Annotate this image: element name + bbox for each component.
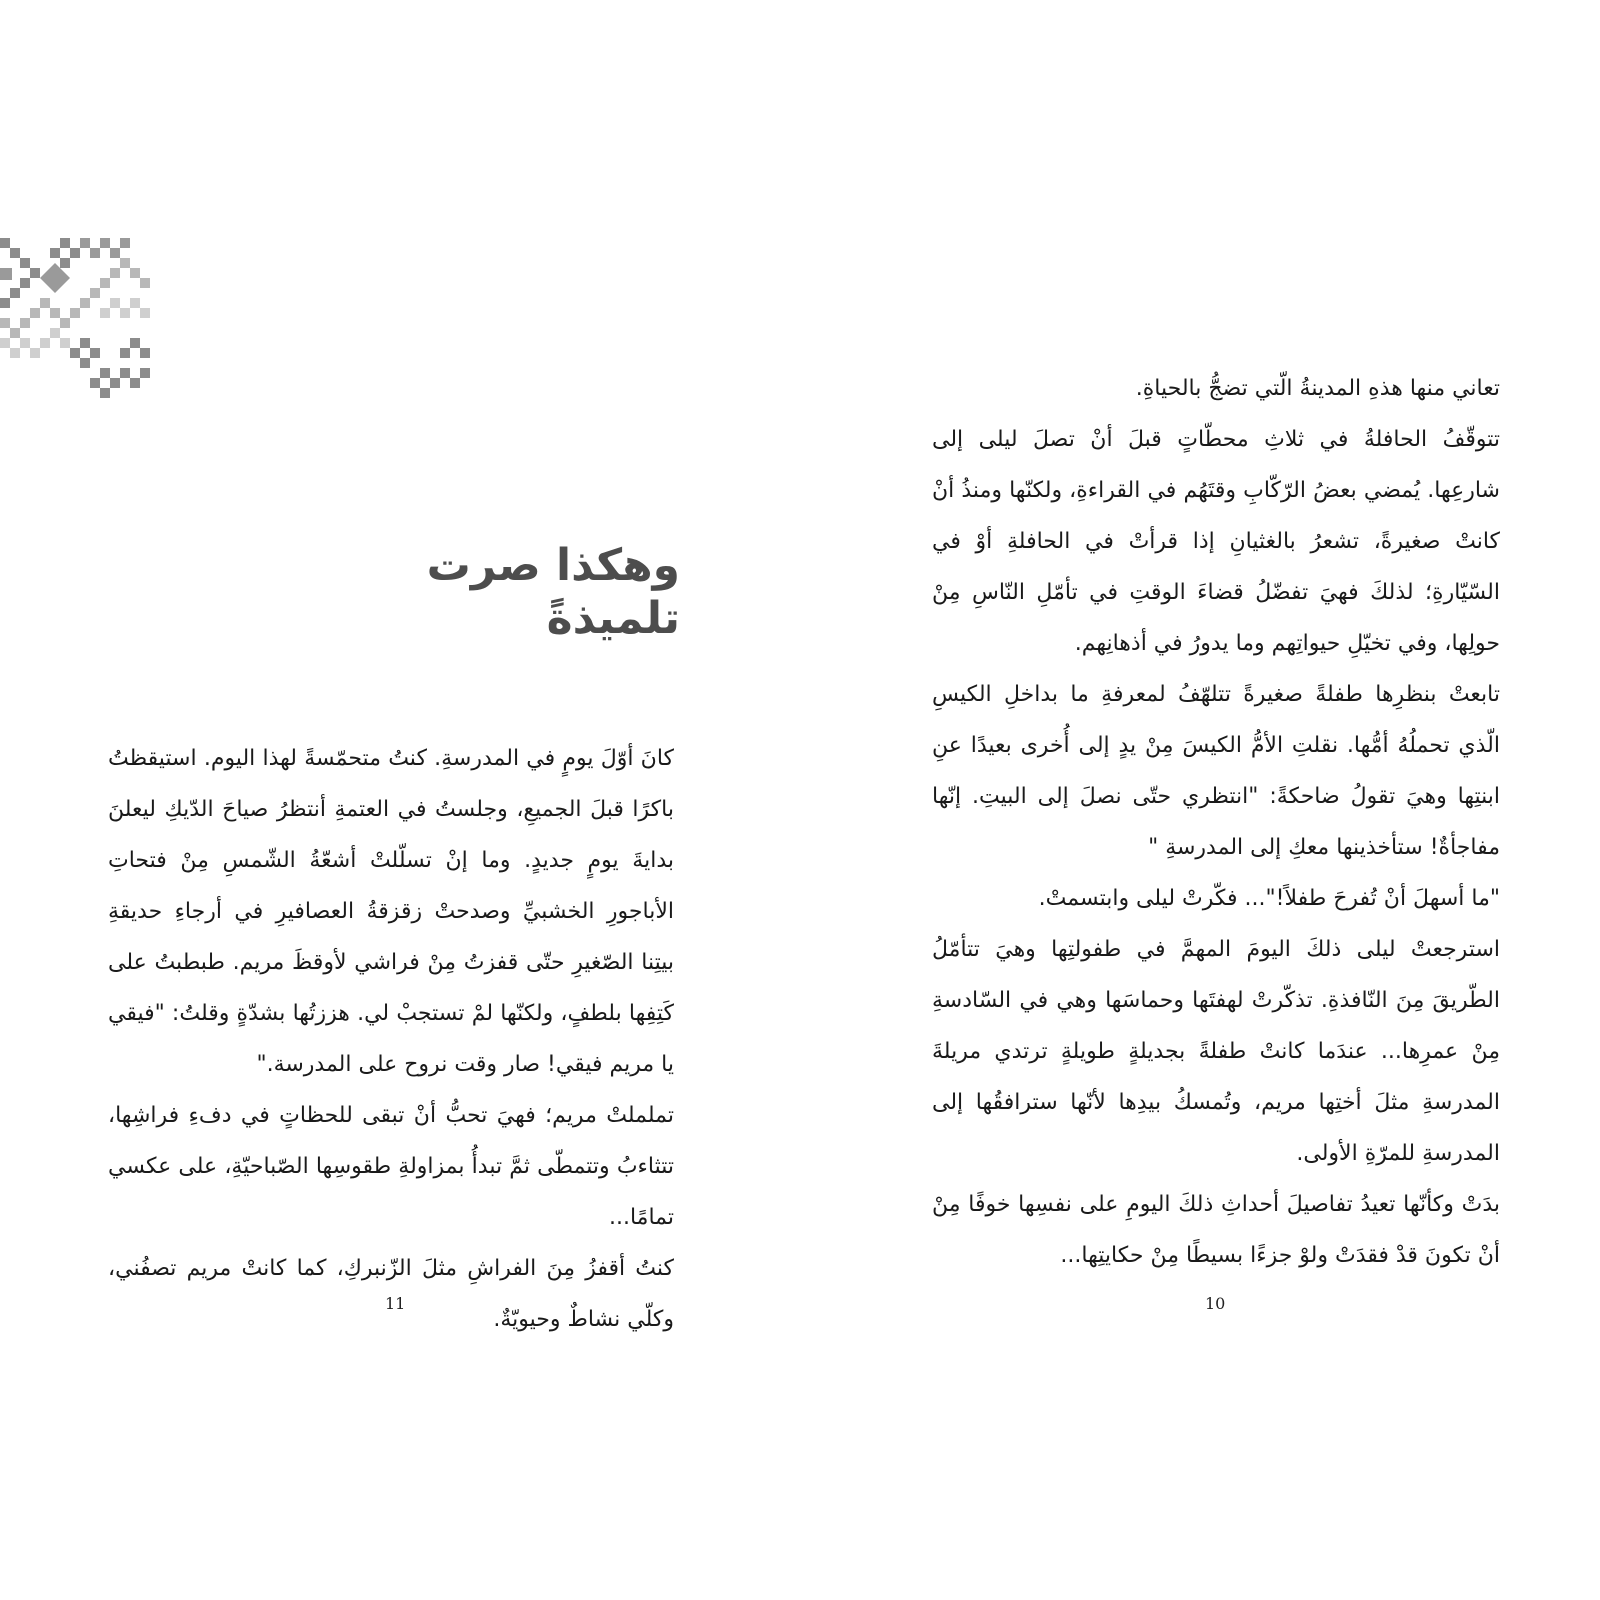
- paragraph: كانَ أوّلَ يومٍ في المدرسةِ. كنتُ متحمّسةً لهذا اليوم. استيقظتُ باكرًا قبلَ الجميعِ، وجلستُ في العتمةِ أنتظرُ صياحَ الدّيكِ ليعلنَ بدايةَ يومٍ جديدٍ. وما إنْ تسلّلتْ أشعّةُ الشّمسِ مِنْ فتحاتِ الأباجورِ الخشبيِّ وصدحتْ زقزقةُ العصافيرِ في أرجاءِ حديقةِ بيتِنا الصّغيرِ حتّى قفزتُ مِنْ فراشي لأوقظَ مريم. طبطبتُ على كَتِفِها بلطفٍ، ولكنّها لمْ تستجبْ لي. هززتُها بشدّةٍ وقلتُ: "فيقي يا مريم فيقي! صار وقت نروح على المدرسة.": [108, 746, 674, 1077]
- paragraph: "ما أسهلَ أنْ تُفرحَ طفلاً!"... فكّرتْ ليلى وابتسمتْ.: [1038, 886, 1500, 911]
- left-page-body: [108, 733, 674, 1345]
- tatreez-ornament-icon: [0, 238, 160, 398]
- paragraph: تعاني منها هذهِ المدينةُ الّتي تضجُّ بالحياةِ.: [1135, 376, 1500, 401]
- paragraph: كنتُ أقفزُ مِنَ الفراشِ مثلَ الزّنبركِ، كما كانتْ مريم تصفُني، وكلّي نشاطٌ وحيويّةٌ.: [108, 1256, 674, 1332]
- page-number: 10: [1205, 1294, 1226, 1313]
- page-number: 11: [385, 1294, 406, 1313]
- paragraph: تابعتْ بنظرِها طفلةً صغيرةً تتلهّفُ لمعرفةِ ما بداخلِ الكيسِ الّذي تحملُهُ أمُّها. نقلتِ الأمُّ الكيسَ مِنْ يدٍ إلى أُخرى بعيدًا عنِ ابنتِها وهيَ تقولُ ضاحكةً: "انتظري حتّى نصلَ إلى البيتِ. إنّها مفاجأةٌ! ستأخذينها معكِ إلى المدرسةِ ": [932, 682, 1500, 860]
- chapter-title: وهكذا صرت تلميذةً: [426, 540, 680, 644]
- paragraph: تتوقّفُ الحافلةُ في ثلاثِ محطّاتٍ قبلَ أنْ تصلَ ليلى إلى شارعِها. يُمضي بعضُ الرّكّابِ وقتَهُم في القراءةِ، ولكنّها ومنذُ أنْ كانتْ صغيرةً، تشعرُ بالغثيانِ إذا قرأتْ في الحافلةِ أوْ في السّيّارةِ؛ لذلكَ فهيَ تفضّلُ قضاءَ الوقتِ في تأمّلِ النّاسِ مِنْ حولِها، وفي تخيّلِ حيواتِهم وما يدورُ في أذهانِهم.: [932, 427, 1500, 656]
- right-page-body: [932, 363, 1500, 1281]
- right-page: [800, 0, 1600, 1600]
- paragraph: استرجعتْ ليلى ذلكَ اليومَ المهمَّ في طفولتِها وهيَ تتأمّلُ الطّريقَ مِنَ النّافذةِ. تذكّرتْ لهفتَها وحماسَها وهي في السّادسةِ مِنْ عمرِها... عندَما كانتْ طفلةً بجديلةٍ طويلةٍ ترتدي مريلةَ المدرسةِ مثلَ أختِها مريم، وتُمسكُ بيدِها لأنّها سترافقُها إلى المدرسةِ للمرّةِ الأولى.: [932, 937, 1500, 1166]
- paragraph: تململتْ مريم؛ فهيَ تحبُّ أنْ تبقى للحظاتٍ في دفءِ فراشِها، تتثاءبُ وتتمطّى ثمَّ تبدأُ بمزاولةِ طقوسِها الصّباحيّةِ، على عكسي تمامًا...: [108, 1103, 674, 1230]
- paragraph: بدَتْ وكأنّها تعيدُ تفاصيلَ أحداثِ ذلكَ اليومِ على نفسِها خوفًا مِنْ أنْ تكونَ قدْ فقدَتْ ولوْ جزءًا بسيطًا مِنْ حكايتِها...: [932, 1192, 1500, 1268]
